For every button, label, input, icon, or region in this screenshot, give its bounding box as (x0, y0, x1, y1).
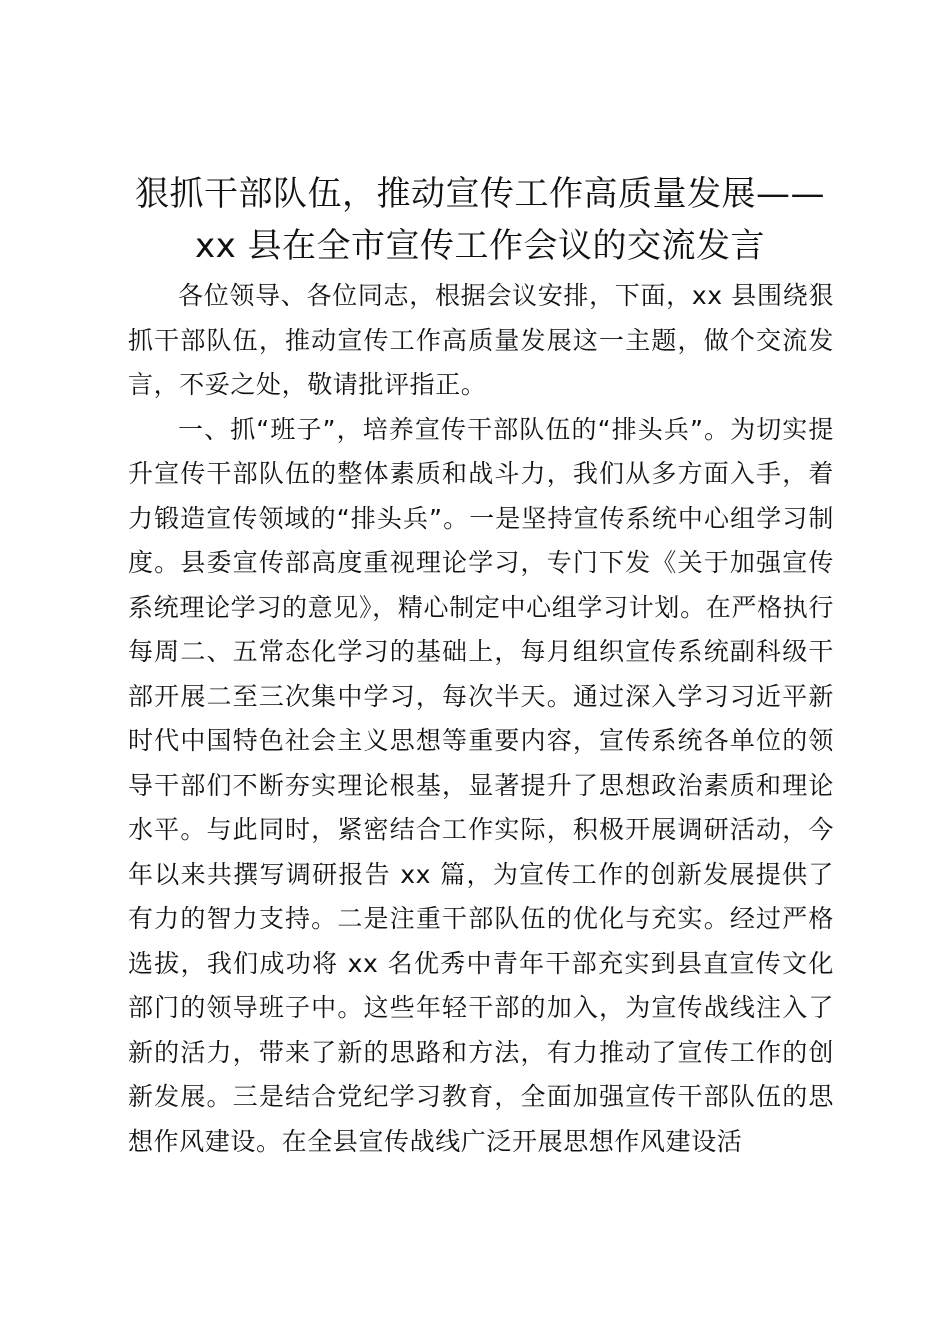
title-line-2: xx 县在全市宣传工作会议的交流发言 (194, 226, 766, 266)
title-line-1: 狠抓干部队伍，推动宣传工作高质量发展—— (135, 174, 825, 214)
document-title (110, 168, 850, 272)
paragraph-opening: 各位领导、各位同志，根据会议安排，下面，xx 县围绕狠抓干部队伍，推动宣传工作高质量发展这一主题，做个交流发言，不妥之处，敬请批评指正。 (128, 281, 834, 399)
document-body (128, 274, 834, 1164)
paragraph-section-one: 一、抓“班子”，培养宣传干部队伍的“排头兵”。为切实提升宣传干部队伍的整体素质和战斗力，我们从多方面入手，着力锻造宣传领域的“排头兵”。一是坚持宣传系统中心组学习制度。县委宣传部高度重视理论学习，专门下发《关于加强宣传系统理论学习的意见》，精心制定中心组学习计划。在严格执行每周二、五常态化学习的基础上，每月组织宣传系统副科级干部开展二至三次集中学习，每次半天。通过深入学习习近平新时代中国特色社会主义思想等重要内容，宣传系统各单位的领导干部们不断夯实理论根基，显著提升了思想政治素质和理论水平。与此同时，紧密结合工作实际，积极开展调研活动，今年以来共撰写调研报告 xx 篇，为宣传工作的创新发展提供了有力的智力支持。二是注重干部队伍的优化与充实。经过严格选拔，我们成功将 xx 名优秀中青年干部充实到县直宣传文化部门的领导班子中。这些年轻干部的加入，为宣传战线注入了新的活力，带来了新的思路和方法，有力推动了宣传工作的创新发展。三是结合党纪学习教育，全面加强宣传干部队伍的思想作风建设。在全县宣传战线广泛开展思想作风建设活 (128, 414, 834, 1156)
